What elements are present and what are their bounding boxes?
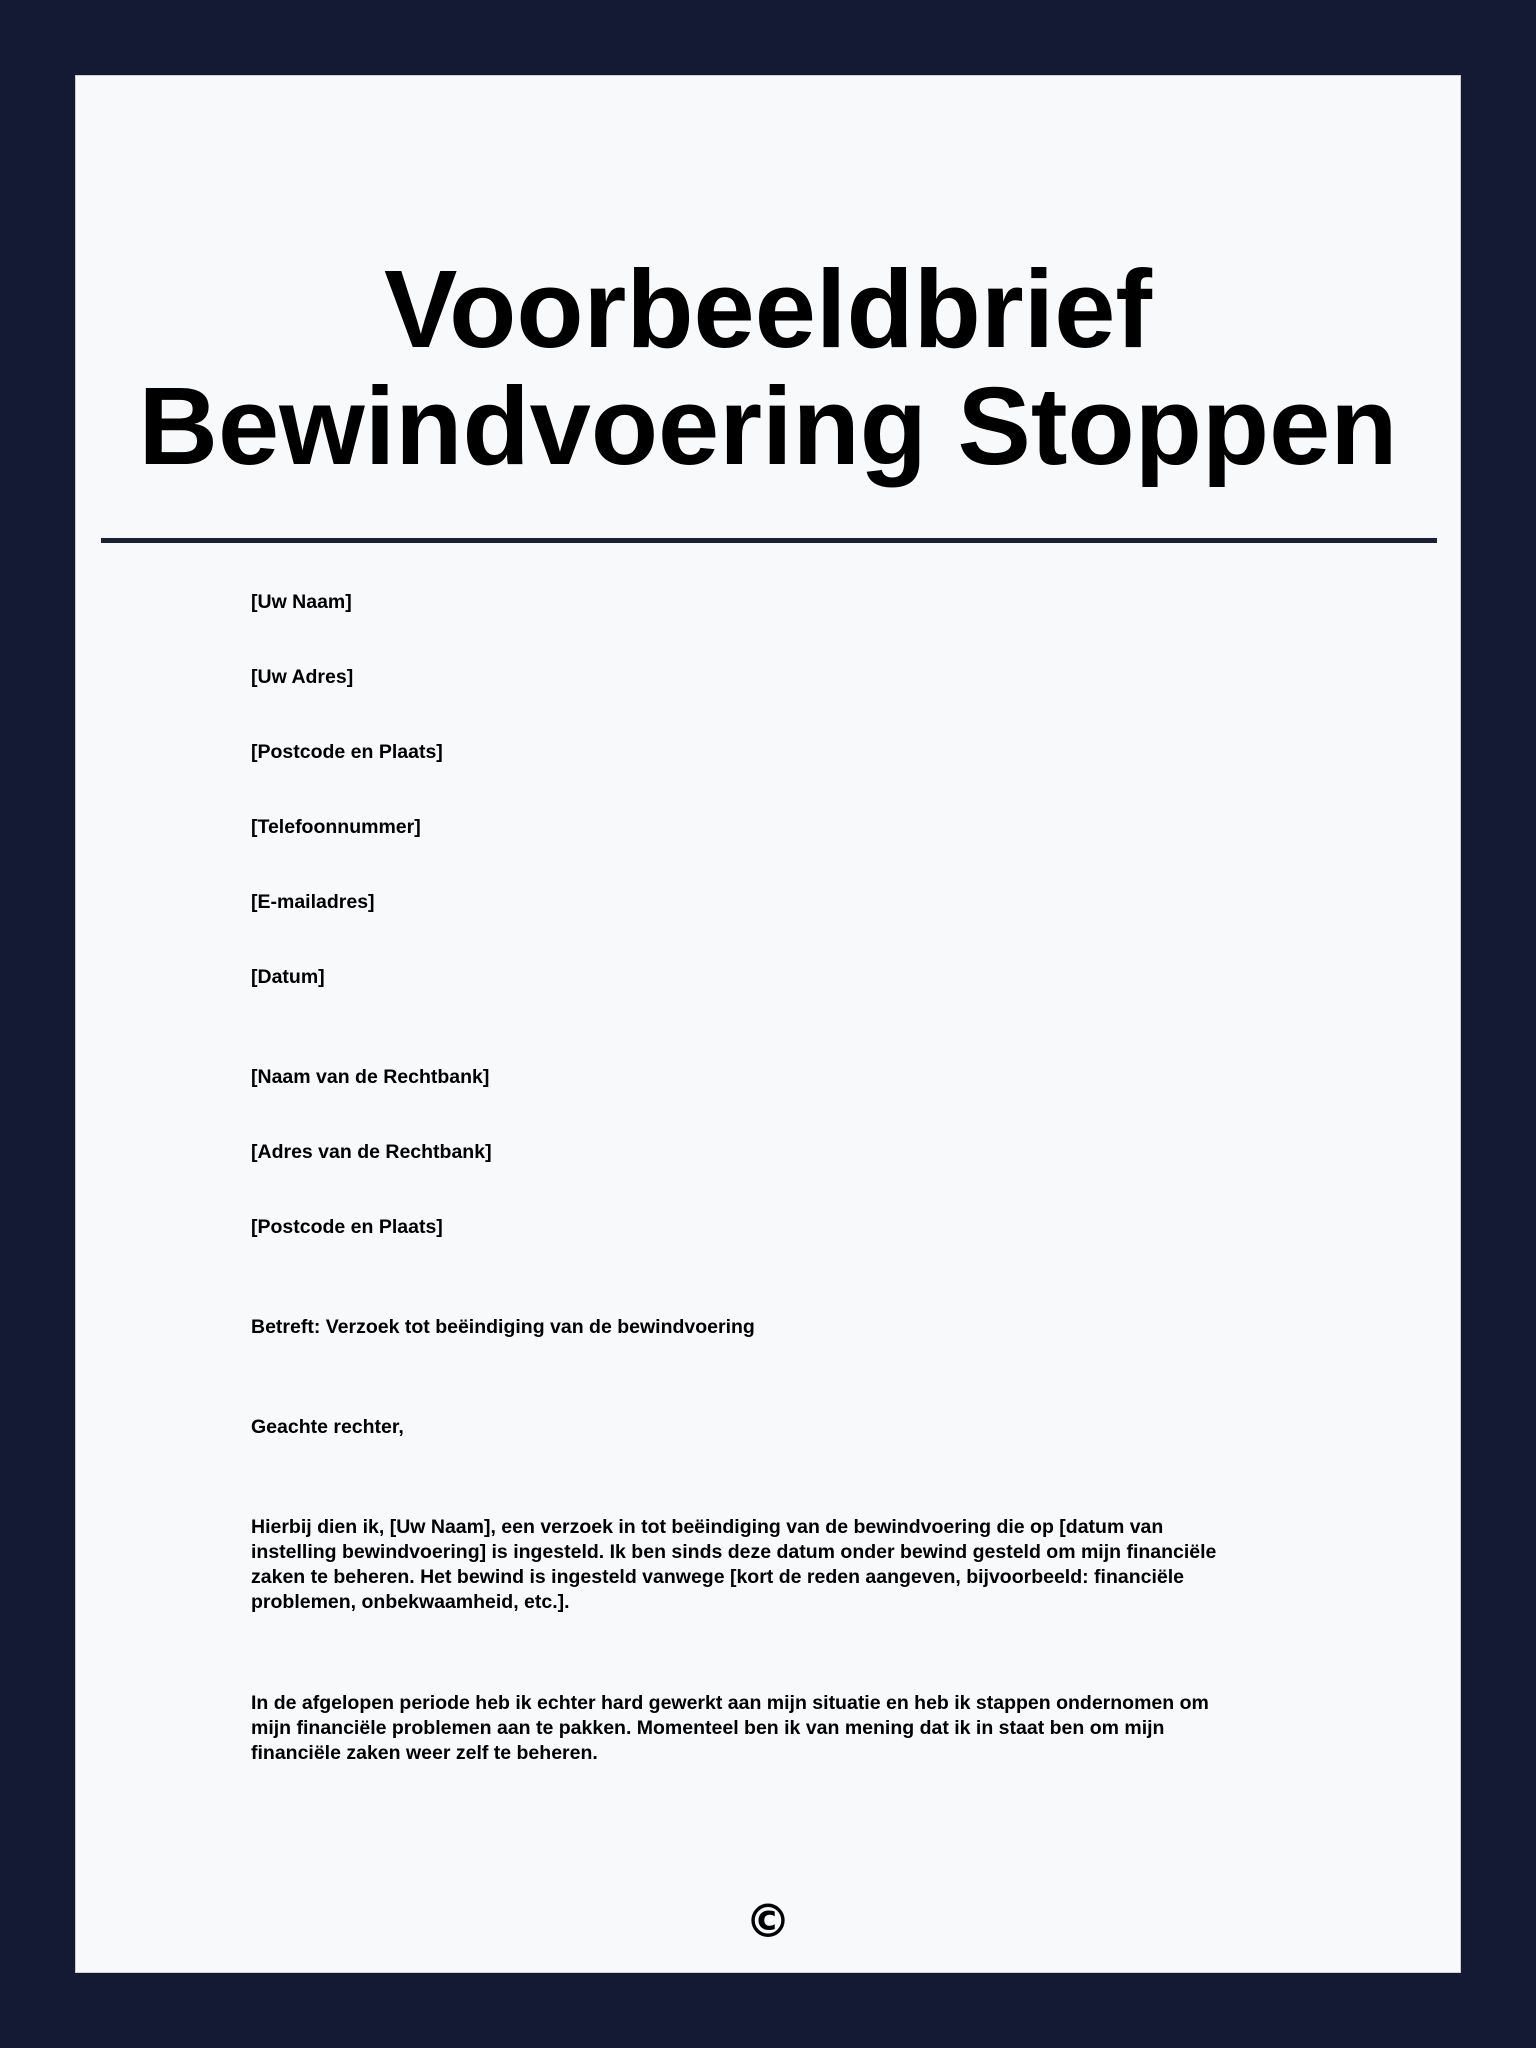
subject-line: Betreft: Verzoek tot beëindiging van de bewindvoering — [251, 1316, 755, 1338]
recipient-postcode-city: [Postcode en Plaats] — [251, 1216, 443, 1238]
sender-postcode-city: [Postcode en Plaats] — [251, 741, 443, 763]
sender-address: [Uw Adres] — [251, 666, 354, 688]
letter-page — [75, 75, 1461, 1973]
title-line-1: Voorbeeldbrief — [383, 248, 1153, 371]
salutation: Geachte rechter, — [251, 1416, 404, 1438]
page-title — [76, 248, 1460, 488]
letter-date: [Datum] — [251, 966, 325, 988]
title-line-2: Bewindvoering Stoppen — [138, 365, 1398, 488]
title-divider — [101, 538, 1437, 543]
sender-name: [Uw Naam] — [251, 591, 352, 613]
sender-phone: [Telefoonnummer] — [251, 816, 421, 838]
sender-email: [E-mailadres] — [251, 891, 375, 913]
recipient-name: [Naam van de Rechtbank] — [251, 1066, 490, 1088]
body-paragraph-1: Hierbij dien ik, [Uw Naam], een verzoek in tot beëindiging van de bewindvoering die op [datum van instelling bewindvoering] is ingesteld. Ik ben sinds deze datum onder bewind gesteld om mijn financiële zaken te beheren. Het bewind is ingesteld vanwege [kort de reden aangeven, bijvoorbeeld: financiële problemen, onbekwaamheid, etc.]. — [251, 1516, 1217, 1613]
recipient-address: [Adres van de Rechtbank] — [251, 1141, 492, 1163]
body-paragraph-2: In de afgelopen periode heb ik echter hard gewerkt aan mijn situatie en heb ik stappen ondernomen om mijn financiële problemen aan te pakken. Momenteel ben ik van mening dat ik in staat ben om mijn financiële zaken weer zelf te beheren. — [251, 1692, 1209, 1764]
copyright-icon: © — [745, 1894, 791, 1948]
